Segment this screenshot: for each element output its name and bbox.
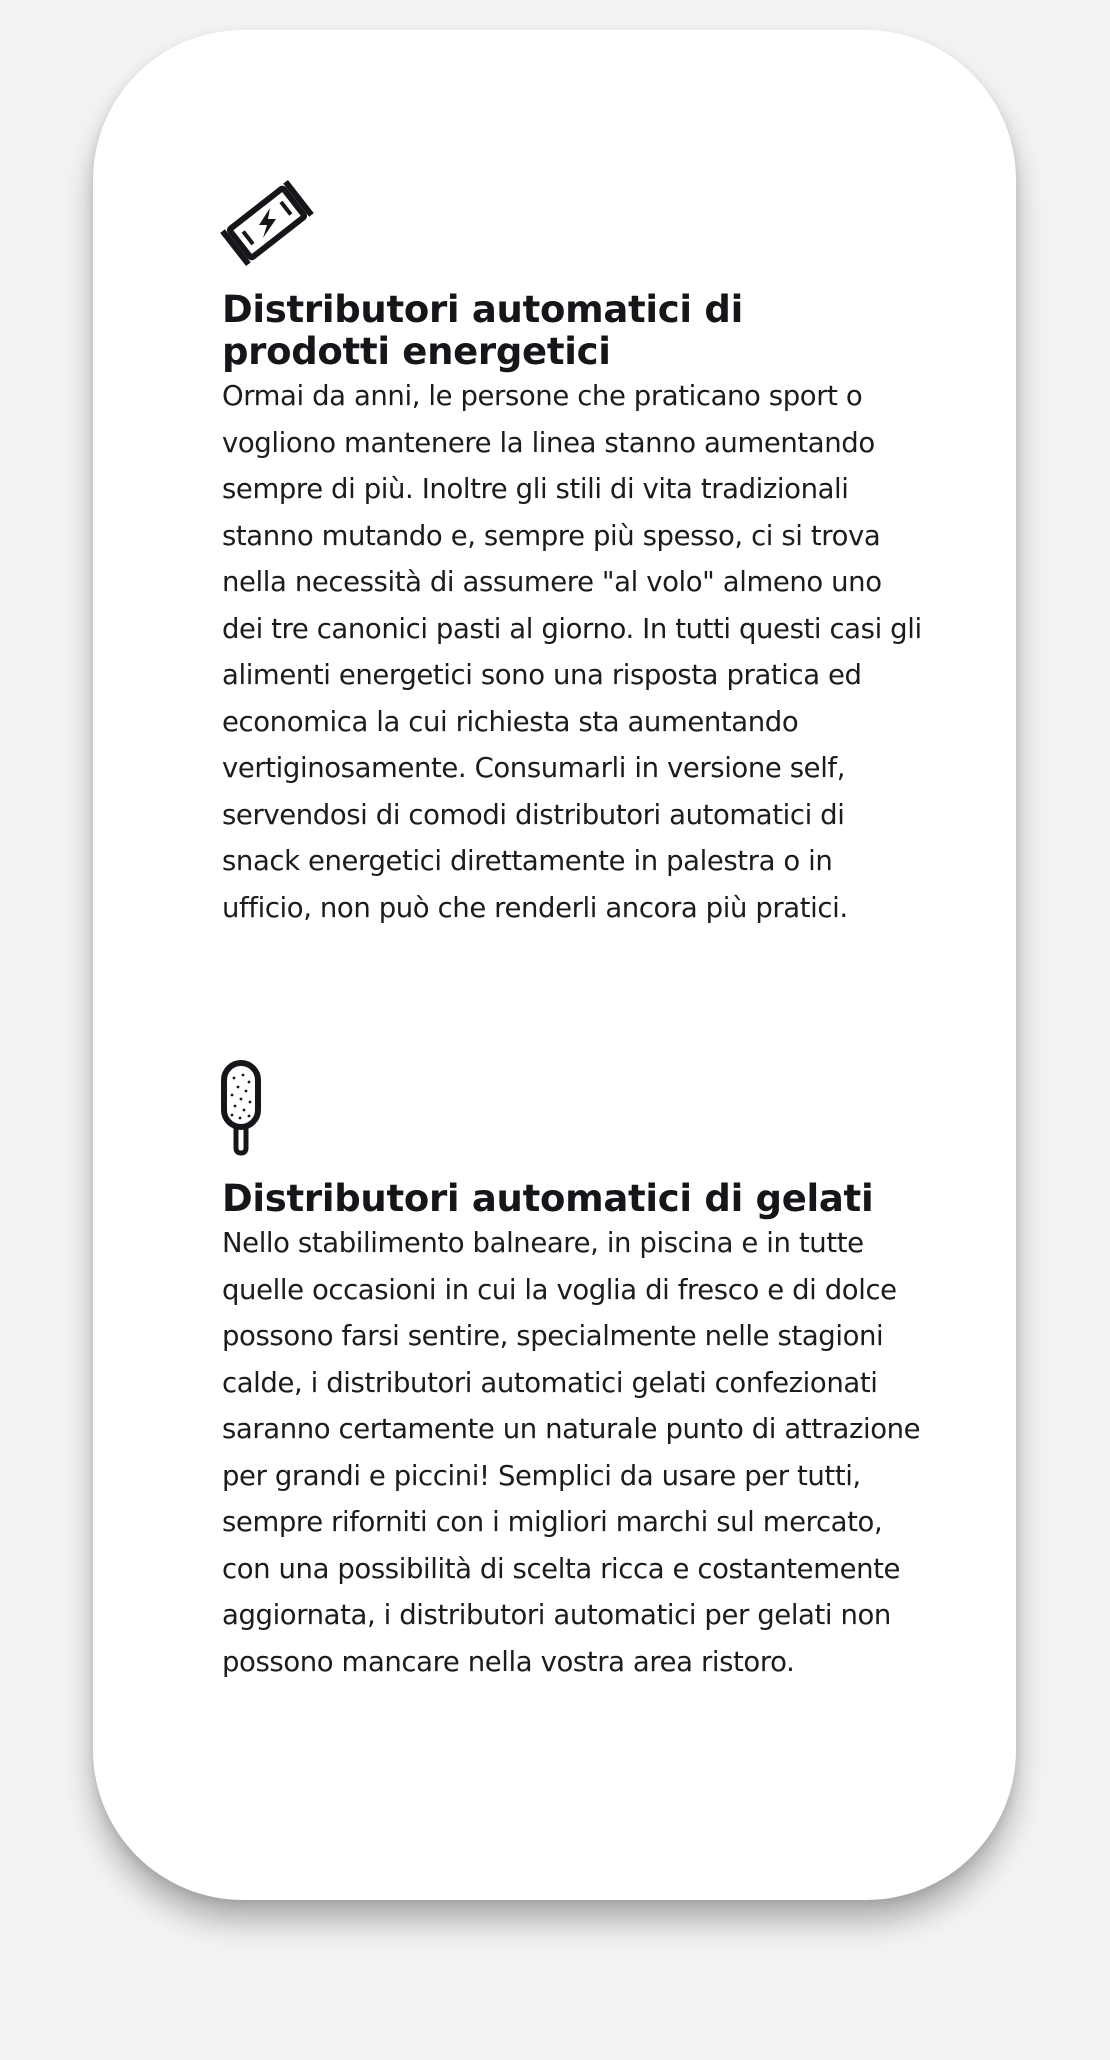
section-body-text: Nello stabilimento balneare, in piscina e in tutte quelle occasioni in cui la voglia di fresco e di dolce possono farsi sentire, specialmente nelle stagioni calde, i distributori automatici gelati confezionati saranno certamente un naturale punto di attrazione per grandi e piccini! Semplici da usare per tutti, sempre riforniti con i migliori marchi sul mercato, con una possibilità di scelta ricca e costantemente aggiornata, i distributori automatici per gelati non possono mancare nella vostra area ristoro. [222, 1227, 921, 1678]
ice-cream-icon [219, 1060, 263, 1156]
section-energy-products [222, 175, 922, 931]
section-ice-cream [222, 1060, 922, 1685]
section-body-text: Ormai da anni, le persone che praticano sport o vogliono mantenere la linea stanno aumentando sempre di più. Inoltre gli stili di vita tradizionali stanno mutando e, sempre più spesso, ci si trova nella necessità di assumere "al volo" almeno uno dei tre canonici pasti al giorno. In tutti questi casi gli alimenti energetici sono una risposta pratica ed economica la cui richiesta sta aumentando vertiginosamente. Consumarli in versione self, servendosi di comodi distributori automatici di snack energetici direttamente in palestra o in ufficio, non può che renderli ancora più pratici. [222, 380, 922, 924]
section-title: Distributori automatici di prodotti energetici [222, 288, 743, 373]
section-title: Distributori automatici di gelati [222, 1177, 874, 1220]
content-card [93, 30, 1016, 1900]
energy-bar-icon [219, 175, 315, 271]
